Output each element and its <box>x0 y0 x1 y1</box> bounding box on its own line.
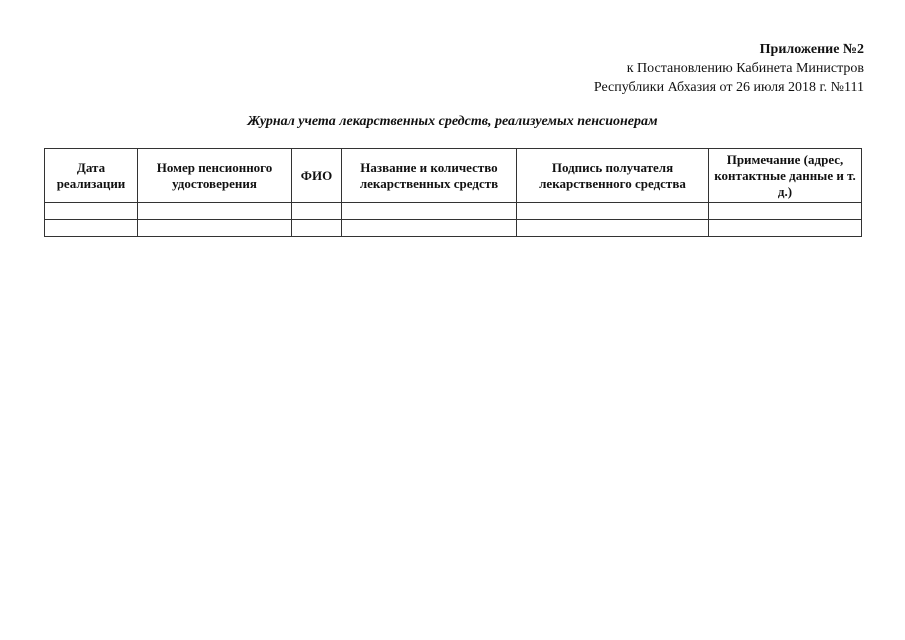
header-recipient-signature: Подпись получателя лекарственного средства <box>517 149 709 203</box>
table-cell <box>709 220 862 237</box>
table-cell <box>342 203 517 220</box>
table-cell <box>342 220 517 237</box>
appendix-line-2: Республики Абхазия от 26 июля 2018 г. №111 <box>593 80 864 95</box>
journal-table <box>44 148 862 237</box>
header-pension-id: Номер пенсионного удостоверения <box>138 149 292 203</box>
appendix-title: Приложение №2 <box>759 42 864 57</box>
table-cell <box>517 203 709 220</box>
header-full-name: ФИО <box>292 149 342 203</box>
table-cell <box>45 220 138 237</box>
appendix-line-1: к Постановлению Кабинета Министров <box>626 61 864 76</box>
table-cell <box>709 203 862 220</box>
document-title: Журнал учета лекарственных средств, реализуемых пенсионерам <box>247 114 658 129</box>
table-header-row <box>45 149 862 203</box>
table-cell <box>517 220 709 237</box>
header-medicine-name-qty: Название и количество лекарственных средств <box>342 149 517 203</box>
table-cell <box>292 220 342 237</box>
table-row <box>45 203 862 220</box>
table-cell <box>292 203 342 220</box>
appendix-header <box>594 40 864 97</box>
header-sale-date: Дата реализации <box>45 149 138 203</box>
table-row <box>45 220 862 237</box>
header-note: Примечание (адрес, контактные данные и т. д.) <box>709 149 862 203</box>
table-cell <box>45 203 138 220</box>
table-cell <box>138 220 292 237</box>
table-cell <box>138 203 292 220</box>
